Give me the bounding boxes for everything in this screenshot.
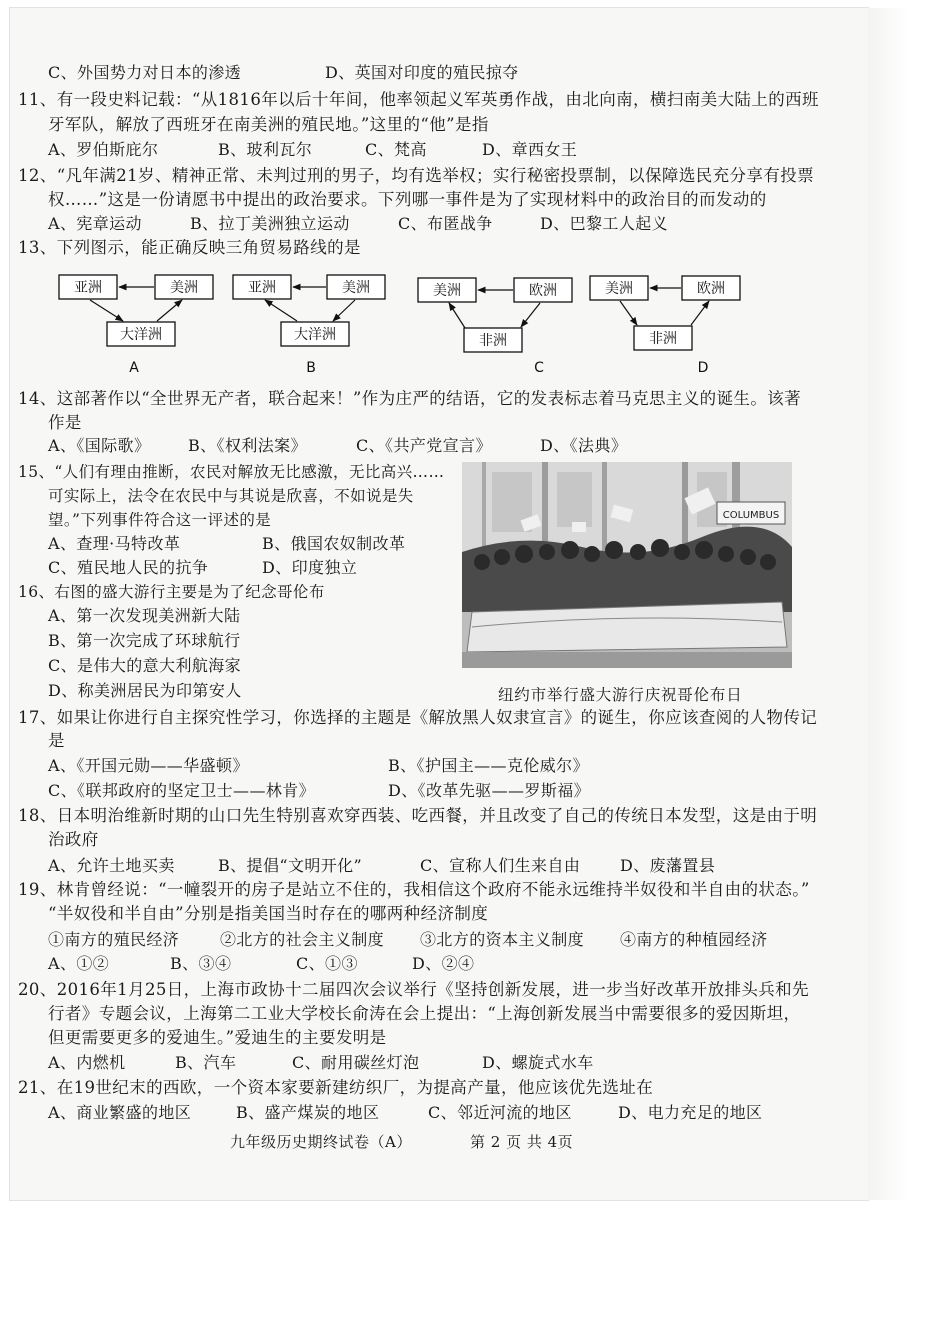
q12-option-b: B、拉丁美洲独立运动 [190, 214, 350, 233]
diagram-b-left-label: 亚洲 [248, 280, 276, 296]
parade-sign-text: COLUMBUS [722, 510, 780, 521]
diagram-a-bottom-label: 大洋洲 [120, 327, 162, 343]
q16-option-c: C、是伟大的意大利航海家 [48, 656, 242, 675]
q15-option-d: D、印度独立 [262, 558, 358, 577]
q21-option-c: C、邻近河流的地区 [428, 1103, 572, 1122]
q21-line-1: 21、在19世纪末的西欧，一个资本家要新建纺织厂，为提高产量，他应该优先选址在 [18, 1078, 654, 1097]
q11-line-1: 11、有一段史料记载：“从1816年以后十年间，他率领起义军英勇作战，由北向南，横扫南美大陆上的西班 [18, 90, 819, 109]
diagram-b-arrow-left [265, 300, 297, 321]
q14-option-d: D、《法典》 [540, 436, 628, 455]
diagram-d-left-label: 美洲 [605, 281, 633, 297]
q19-line-1: 19、林肯曾经说：“一幢裂开的房子是站立不住的，我相信这个政府不能永远维持半奴役和半自由的状态。” [18, 880, 810, 899]
q14-option-b: B、《权利法案》 [188, 436, 307, 455]
q20-option-b: B、汽车 [175, 1053, 237, 1072]
diagram-c-arrow-left [449, 303, 465, 328]
q14-option-c: C、《共产党宣言》 [356, 436, 492, 455]
diagram-d-arrow-left [620, 301, 637, 325]
q18-option-a: A、允许土地买卖 [48, 856, 175, 875]
q20-option-a: A、内燃机 [48, 1053, 126, 1072]
diagram-d-right-label: 欧洲 [697, 281, 725, 297]
footer-title: 九年级历史期终试卷（A） [230, 1133, 412, 1151]
q19-item-1: ①南方的殖民经济 [48, 930, 180, 949]
q15-option-c: C、殖民地人民的抗争 [48, 558, 209, 577]
q19-item-2: ②北方的社会主义制度 [220, 930, 385, 949]
diagram-d-letter: D [697, 360, 709, 376]
scan-edge [868, 8, 908, 1200]
diagram-c-letter: C [534, 360, 544, 376]
diagram-c-bottom-label: 非洲 [479, 333, 507, 349]
q18-option-d: D、废藩置县 [620, 856, 716, 875]
q19-option-d: D、②④ [412, 954, 475, 973]
q17-option-d: D、《改革先驱——罗斯福》 [388, 781, 591, 800]
q10-option-c: C、外国势力对日本的渗透 [48, 63, 242, 82]
columbus-parade-photo [462, 462, 792, 668]
q19-option-a: A、①② [48, 954, 110, 973]
diagram-d-bottom-label: 非洲 [649, 331, 677, 347]
diagram-c-right-label: 欧洲 [529, 283, 557, 299]
q20-line-2: 行者》专题会议，上海第二工业大学校长俞涛在会上提出：“上海创新发展当中需要很多的爱因斯坦， [48, 1004, 801, 1023]
q18-option-c: C、宣称人们生来自由 [420, 856, 581, 875]
diagram-a [59, 275, 213, 376]
q19-line-2: “半奴役和半自由”分别是指美国当时存在的哪两种经济制度 [48, 904, 489, 923]
q12-option-a: A、宪章运动 [48, 214, 142, 233]
q17-option-b: B、《护国主——克伦威尔》 [388, 756, 589, 775]
q11-option-b: B、玻利瓦尔 [218, 140, 313, 159]
q15-line-1: 15、“人们有理由推断，农民对解放无比感激，无比高兴…… [18, 463, 445, 481]
diagram-d [590, 276, 740, 376]
q19-option-c: C、①③ [296, 954, 358, 973]
q17-line-2: 是 [48, 731, 65, 750]
q20-line-1: 20、2016年1月25日，上海市政协十二届四次会议举行《坚持创新发展，进一步当好改革开放排头兵和先 [18, 980, 809, 999]
q15-option-b: B、俄国农奴制改革 [262, 534, 406, 553]
q11-option-d: D、章西女王 [482, 140, 578, 159]
q19-option-b: B、③④ [170, 954, 232, 973]
q15-line-3: 望。”下列事件符合这一评述的是 [48, 511, 272, 529]
q15-line-2: 可实际上，法令在农民中与其说是欣喜，不如说是失 [48, 487, 414, 505]
q12-option-d: D、巴黎工人起义 [540, 214, 669, 233]
q19-item-3: ③北方的资本主义制度 [420, 930, 585, 949]
q13-line-1: 13、下列图示，能正确反映三角贸易路线的是 [18, 238, 361, 257]
diagram-c-left-label: 美洲 [433, 283, 461, 299]
q14-line-2: 作是 [48, 413, 82, 432]
q20-line-3: 但更需要更多的爱迪生。”爱迪生的主要发明是 [48, 1028, 387, 1047]
q18-line-1: 18、日本明治维新时期的山口先生特别喜欢穿西装、吃西餐，并且改变了自己的传统日本发型，这是由于明 [18, 806, 818, 825]
q21-option-d: D、电力充足的地区 [618, 1103, 763, 1122]
q10-option-d: D、英国对印度的殖民掠夺 [325, 63, 519, 82]
q17-option-a: A、《开国元勋——华盛顿》 [48, 756, 249, 775]
q21-option-b: B、盛产煤炭的地区 [236, 1103, 380, 1122]
diagram-a-arrow-right [157, 300, 182, 321]
diagram-a-right-label: 美洲 [170, 280, 198, 296]
q18-line-2: 治政府 [48, 830, 99, 849]
q16-option-b: B、第一次完成了环球航行 [48, 631, 241, 650]
q14-option-a: A、《国际歌》 [48, 436, 151, 455]
q14-line-1: 14、这部著作以“全世界无产者，联合起来！”作为庄严的结语，它的发表标志着马克思主义的诞生。该著 [18, 389, 802, 408]
footer-page-number: 第 2 页 共 4页 [470, 1133, 574, 1151]
q12-line-2: 权……”这是一份请愿书中提出的政治要求。下列哪一事件是为了实现材料中的政治目的而发动的 [48, 190, 767, 209]
trade-route-diagrams [45, 266, 805, 376]
q20-option-c: C、耐用碳丝灯泡 [292, 1053, 420, 1072]
q16-option-d: D、称美洲居民为印第安人 [48, 681, 242, 700]
diagram-a-letter: A [129, 360, 139, 376]
q18-option-b: B、提倡“文明开化” [218, 856, 363, 875]
q16-option-a: A、第一次发现美洲新大陆 [48, 606, 241, 625]
q17-option-c: C、《联邦政府的坚定卫士——林肯》 [48, 781, 316, 800]
q11-option-a: A、罗伯斯庇尔 [48, 140, 159, 159]
q19-item-4: ④南方的种植园经济 [620, 930, 768, 949]
diagram-b-bottom-label: 大洋洲 [294, 327, 336, 343]
q11-option-c: C、梵高 [365, 140, 427, 159]
q12-option-c: C、布匿战争 [398, 214, 493, 233]
q20-option-d: D、螺旋式水车 [482, 1053, 594, 1072]
diagram-a-arrow-left [90, 300, 123, 321]
diagram-b-letter: B [306, 360, 316, 376]
diagram-b-right-label: 美洲 [342, 280, 370, 296]
q12-line-1: 12、“凡年满21岁、精神正常、未判过刑的男子，均有选举权；实行秘密投票制，以保障选民充分享有投票 [18, 166, 815, 185]
q16-line-1: 16、右图的盛大游行主要是为了纪念哥伦布 [18, 583, 325, 601]
q17-line-1: 17、如果让你进行自主探究性学习，你选择的主题是《解放黑人奴隶宣言》的诞生，你应该查阅的人物传记 [18, 708, 818, 727]
diagram-c [418, 278, 572, 376]
q15-option-a: A、查理·马特改革 [48, 534, 181, 553]
q21-option-a: A、商业繁盛的地区 [48, 1103, 192, 1122]
diagram-b-arrow-right [333, 300, 355, 321]
q11-line-2: 牙军队，解放了西班牙在南美洲的殖民地。”这里的“他”是指 [48, 115, 489, 134]
photo-caption: 纽约市举行盛大游行庆祝哥伦布日 [498, 686, 743, 704]
diagram-c-arrow-right [521, 303, 540, 327]
diagram-a-left-label: 亚洲 [74, 280, 102, 296]
diagram-d-arrow-right [691, 301, 709, 325]
diagram-b [233, 275, 385, 376]
